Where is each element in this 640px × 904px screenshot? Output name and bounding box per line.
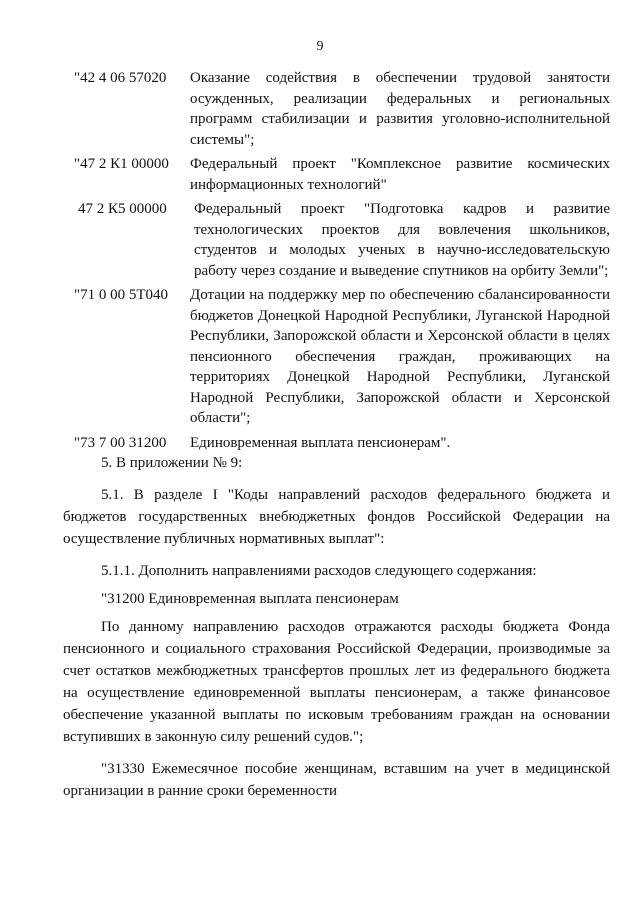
code-entry: [74, 68, 610, 150]
page-number: 9: [316, 39, 324, 54]
code-entry: [74, 154, 610, 195]
entry-code: 47 2 К5 00000: [78, 201, 167, 217]
entry-code: "42 4 06 57020: [74, 70, 167, 86]
paragraph-section-5-1: 5.1. В разделе I "Коды направлений расходов федерального бюджета и бюджетов государственных внебюджетных фондов Российской Федерации на осуществление публичных нормативных выплат":: [63, 487, 610, 547]
entry-code: "73 7 00 31200: [74, 434, 167, 451]
entry-description: Дотации на поддержку мер по обеспечению сбалансированности бюджетов Донецкой Народной Республики, Луганской Народной Республики, Запорожской области и Херсонской области в целях пенсионного обеспечения граждан, проживающих на территориях Донецкой Народной Республики, Луганской Народной Республики, Запорожской области и Херсонской области";: [190, 287, 610, 426]
paragraph-appendix-9: 5. В приложении № 9:: [101, 455, 243, 471]
entry-code: "71 0 00 5Т040: [74, 287, 169, 303]
paragraph-code-31330-title: "31330 Ежемесячное пособие женщинам, вставшим на учет в медицинской организации в ранние сроки беременности: [63, 761, 610, 799]
entry-code: "47 2 К1 00000: [74, 156, 169, 172]
paragraph-code-31200-title: "31200 Единовременная выплата пенсионерам: [101, 591, 399, 607]
code-entry: [74, 433, 610, 454]
paragraph-section-5-1-1: 5.1.1. Дополнить направлениями расходов следующего содержания:: [101, 563, 537, 579]
entry-description: Единовременная выплата пенсионерам".: [190, 434, 451, 451]
code-entry: [74, 199, 610, 281]
entry-description: Оказание содействия в обеспечении трудовой занятости осужденных, реализации федеральных и региональных программ стабилизации и развития уголовно-исполнительной системы";: [190, 70, 610, 148]
code-entries-list: [74, 68, 610, 457]
code-entry: [74, 285, 610, 429]
entry-description: Федеральный проект "Подготовка кадров и развитие технологических проектов для вовлечения школьников, студентов и молодых ученых в научно-исследовательскую работу через создание и выведение спутников на орбиту Земли";: [194, 201, 610, 279]
entry-description: Федеральный проект "Комплексное развитие космических информационных технологий": [190, 156, 610, 193]
document-body: [63, 452, 610, 812]
paragraph-code-31200-description: По данному направлению расходов отражаются расходы бюджета Фонда пенсионного и социального страхования Российской Федерации, производимые за счет остатков межбюджетных трансфертов прошлых лет из федерального бюджета на осуществление единовременной выплаты пенсионерам, а также финансовое обеспечение указанной выплаты по исковым требованиям граждан на основании вступивших в законную силу решений судов.";: [63, 619, 610, 745]
